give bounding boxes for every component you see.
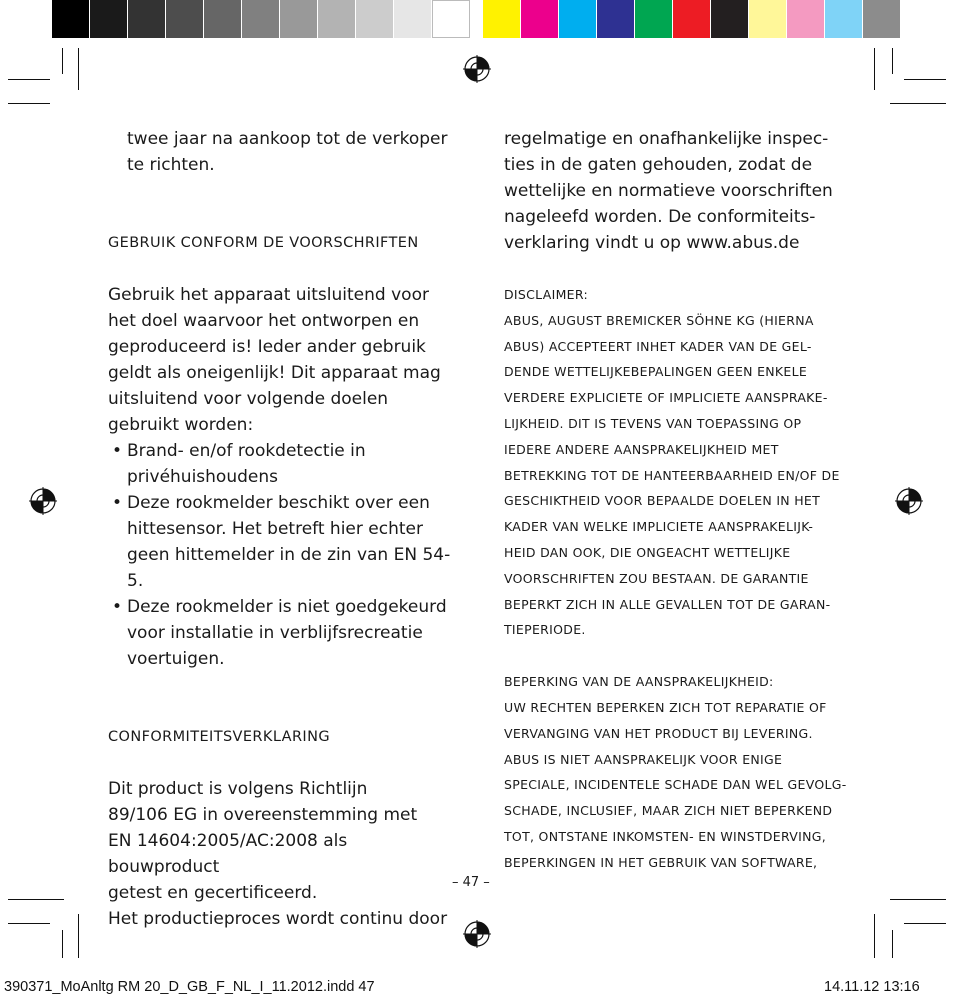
footer-file-info: 390371_MoAnltg RM 20_D_GB_F_NL_I_11.2012.indd 47 [4,979,375,995]
bullet-line: Deze rookmelder is niet goedgekeurd [127,597,447,617]
gray-swatch [204,0,242,38]
process-color-swatch [597,0,635,38]
conformity-line: Dit product is volgens Richtlijn [108,779,368,799]
continuation-line: wettelijke en normatieve voorschriften [504,181,833,201]
crop-mark-bottom-right-vertical-2 [892,930,893,958]
gray-swatch [394,0,432,38]
crop-mark-bottom-left-horizontal-2 [8,923,50,924]
crop-mark-top-left-horizontal [8,103,50,104]
gray-swatch [242,0,280,38]
bullet-dot: • [112,441,123,461]
disclaimer-line: LIJKHEID. DIT IS TEVENS VAN TOEPASSING OP [504,415,802,431]
crop-mark-bottom-right-horizontal [890,899,946,900]
process-color-swatch [635,0,673,38]
continuation-line: nageleefd worden. De conformiteits- [504,207,816,227]
registration-mark-left-icon [29,487,57,515]
process-color-swatch [749,0,787,38]
crop-mark-top-left-vertical-2 [62,48,63,74]
gray-swatch [356,0,394,38]
disclaimer-line: VERDERE EXPLICIETE OF IMPLICIETE AANSPRAKE- [504,390,828,406]
usage-heading: GEBRUIK CONFORM DE VOORSCHRIFTEN [108,235,419,251]
usage-paragraph [108,282,456,438]
continuation-line: ties in de gaten gehouden, zodat de [504,155,813,175]
continuation-line: verklaring vindt u op www.abus.de [504,233,800,253]
bullet-dot: • [112,597,123,617]
usage-line: het doel waarvoor het ontworpen en [108,311,420,331]
registration-mark-bottom-icon [463,920,491,948]
process-color-swatch [787,0,825,38]
gray-swatch [318,0,356,38]
disclaimer-line: GESCHIKTHEID VOOR BEPAALDE DOELEN IN HET [504,493,821,509]
disclaimer-block [504,282,864,876]
footer-timestamp: 14.11.12 13:16 [824,979,920,995]
gray-swatch [166,0,204,38]
gray-swatch [128,0,166,38]
liability-line: SPECIALE, INCIDENTELE SCHADE DAN WEL GEVOLG- [504,777,847,793]
gray-swatch [90,0,128,38]
conformity-paragraph [108,776,456,932]
bullet-line: voertuigen. [127,649,225,669]
process-color-swatch [673,0,711,38]
left-column [108,126,456,932]
usage-line: geproduceerd is! Ieder ander gebruik [108,337,426,357]
gray-swatch [280,0,318,38]
usage-line: gebruikt worden: [108,415,254,435]
process-color-bar [483,0,901,38]
liability-line: BEPERKINGEN IN HET GEBRUIK VAN SOFTWARE, [504,854,818,870]
disclaimer-line: TIEPERIODE. [504,622,586,638]
process-color-swatch [559,0,597,38]
process-color-swatch [711,0,749,38]
page-number: – 47 – [452,875,490,890]
crop-mark-top-right-horizontal [904,79,946,80]
registration-mark-right-icon [895,487,923,515]
bullet-item [108,490,456,594]
bullet-line: hittesensor. Het betreft hier echter [127,519,423,539]
bullet-line: voor installatie in verblijfsrecreatie [127,623,423,643]
continuation-line: twee jaar na aankoop tot de verkoper [127,129,448,149]
disclaimer-line: VOORSCHRIFTEN ZOU BESTAAN. DE GARANTIE [504,570,809,586]
liability-line: SCHADE, INCLUSIEF, MAAR ZICH NIET BEPERKEND [504,803,833,819]
crop-mark-top-right-horizontal-2 [890,103,946,104]
process-color-swatch [825,0,863,38]
gray-swatch [432,0,470,38]
crop-mark-bottom-left-vertical [62,930,63,958]
crop-mark-bottom-left-vertical-2 [78,914,79,958]
right-column [504,126,864,876]
conformity-heading: CONFORMITEITSVERKLARING [108,729,330,745]
bullet-line: Deze rookmelder beschikt over een [127,493,430,513]
disclaimer-line: DENDE WETTELIJKEBEPALINGEN GEEN ENKELE [504,364,808,380]
liability-line: UW RECHTEN BEPERKEN ZICH TOT REPARATIE OF [504,699,827,715]
process-color-swatch [483,0,521,38]
bullet-line: geen hittemelder in de zin van EN 54-5. [127,545,451,591]
crop-mark-bottom-left-horizontal [8,899,64,900]
disclaimer-line: ABUS) ACCEPTEERT INHET KADER VAN DE GEL- [504,338,812,354]
grayscale-color-bar [52,0,470,38]
liability-line: BEPERKING VAN DE AANSPRAKELIJKHEID: [504,674,774,690]
bullet-line: Brand- en/of rookdetectie in [127,441,366,461]
liability-line: TOT, ONTSTANE INKOMSTEN- EN WINSTDERVING, [504,828,826,844]
continuation-line: regelmatige en onafhankelijke inspec- [504,129,829,149]
liability-line: ABUS IS NIET AANSPRAKELIJK VOOR ENIGE [504,751,783,767]
bullet-item [108,594,456,672]
usage-line: Gebruik het apparaat uitsluitend voor [108,285,429,305]
bullet-line: privéhuishoudens [127,467,278,487]
disclaimer-line: KADER VAN WELKE IMPLICIETE AANSPRAKELIJK- [504,519,814,535]
conformity-line: 89/106 EG in overeenstemming met [108,805,418,825]
conformity-line: EN 14604:2005/AC:2008 als bouwproduct [108,831,348,877]
bullet-dot: • [112,493,123,513]
crop-mark-top-right-vertical [874,48,875,90]
crop-mark-top-left-horizontal-2 [8,79,50,80]
disclaimer-line: DISCLAIMER: [504,287,588,302]
usage-line: uitsluitend voor volgende doelen [108,389,389,409]
crop-mark-top-left-vertical [78,48,79,90]
process-color-swatch [521,0,559,38]
registration-mark-top-icon [463,55,491,83]
bullet-item [108,438,456,490]
usage-line: geldt als oneigenlijk! Dit apparaat mag [108,363,441,383]
disclaimer-line: BETREKKING TOT DE HANTEERBAARHEID EN/OF DE [504,467,840,483]
disclaimer-line: BEPERKT ZICH IN ALLE GEVALLEN TOT DE GARAN- [504,596,831,612]
continuation-line: te richten. [127,155,215,175]
liability-line: VERVANGING VAN HET PRODUCT BIJ LEVERING. [504,725,813,741]
conformity-continuation [504,126,864,256]
crop-mark-top-right-vertical-2 [892,48,893,74]
process-color-swatch [863,0,901,38]
gray-swatch [52,0,90,38]
crop-mark-bottom-right-horizontal-2 [904,923,946,924]
crop-mark-bottom-right-vertical [874,914,875,958]
disclaimer-line: ABUS, AUGUST BREMICKER SÖHNE KG (HIERNA [504,312,814,328]
conformity-line: Het productieproces wordt continu door [108,909,448,929]
disclaimer-line: IEDERE ANDERE AANSPRAKELIJKHEID MET [504,441,779,457]
conformity-line: getest en gecertificeerd. [108,883,318,903]
disclaimer-line: HEID DAN OOK, DIE ONGEACHT WETTELIJKE [504,544,791,560]
